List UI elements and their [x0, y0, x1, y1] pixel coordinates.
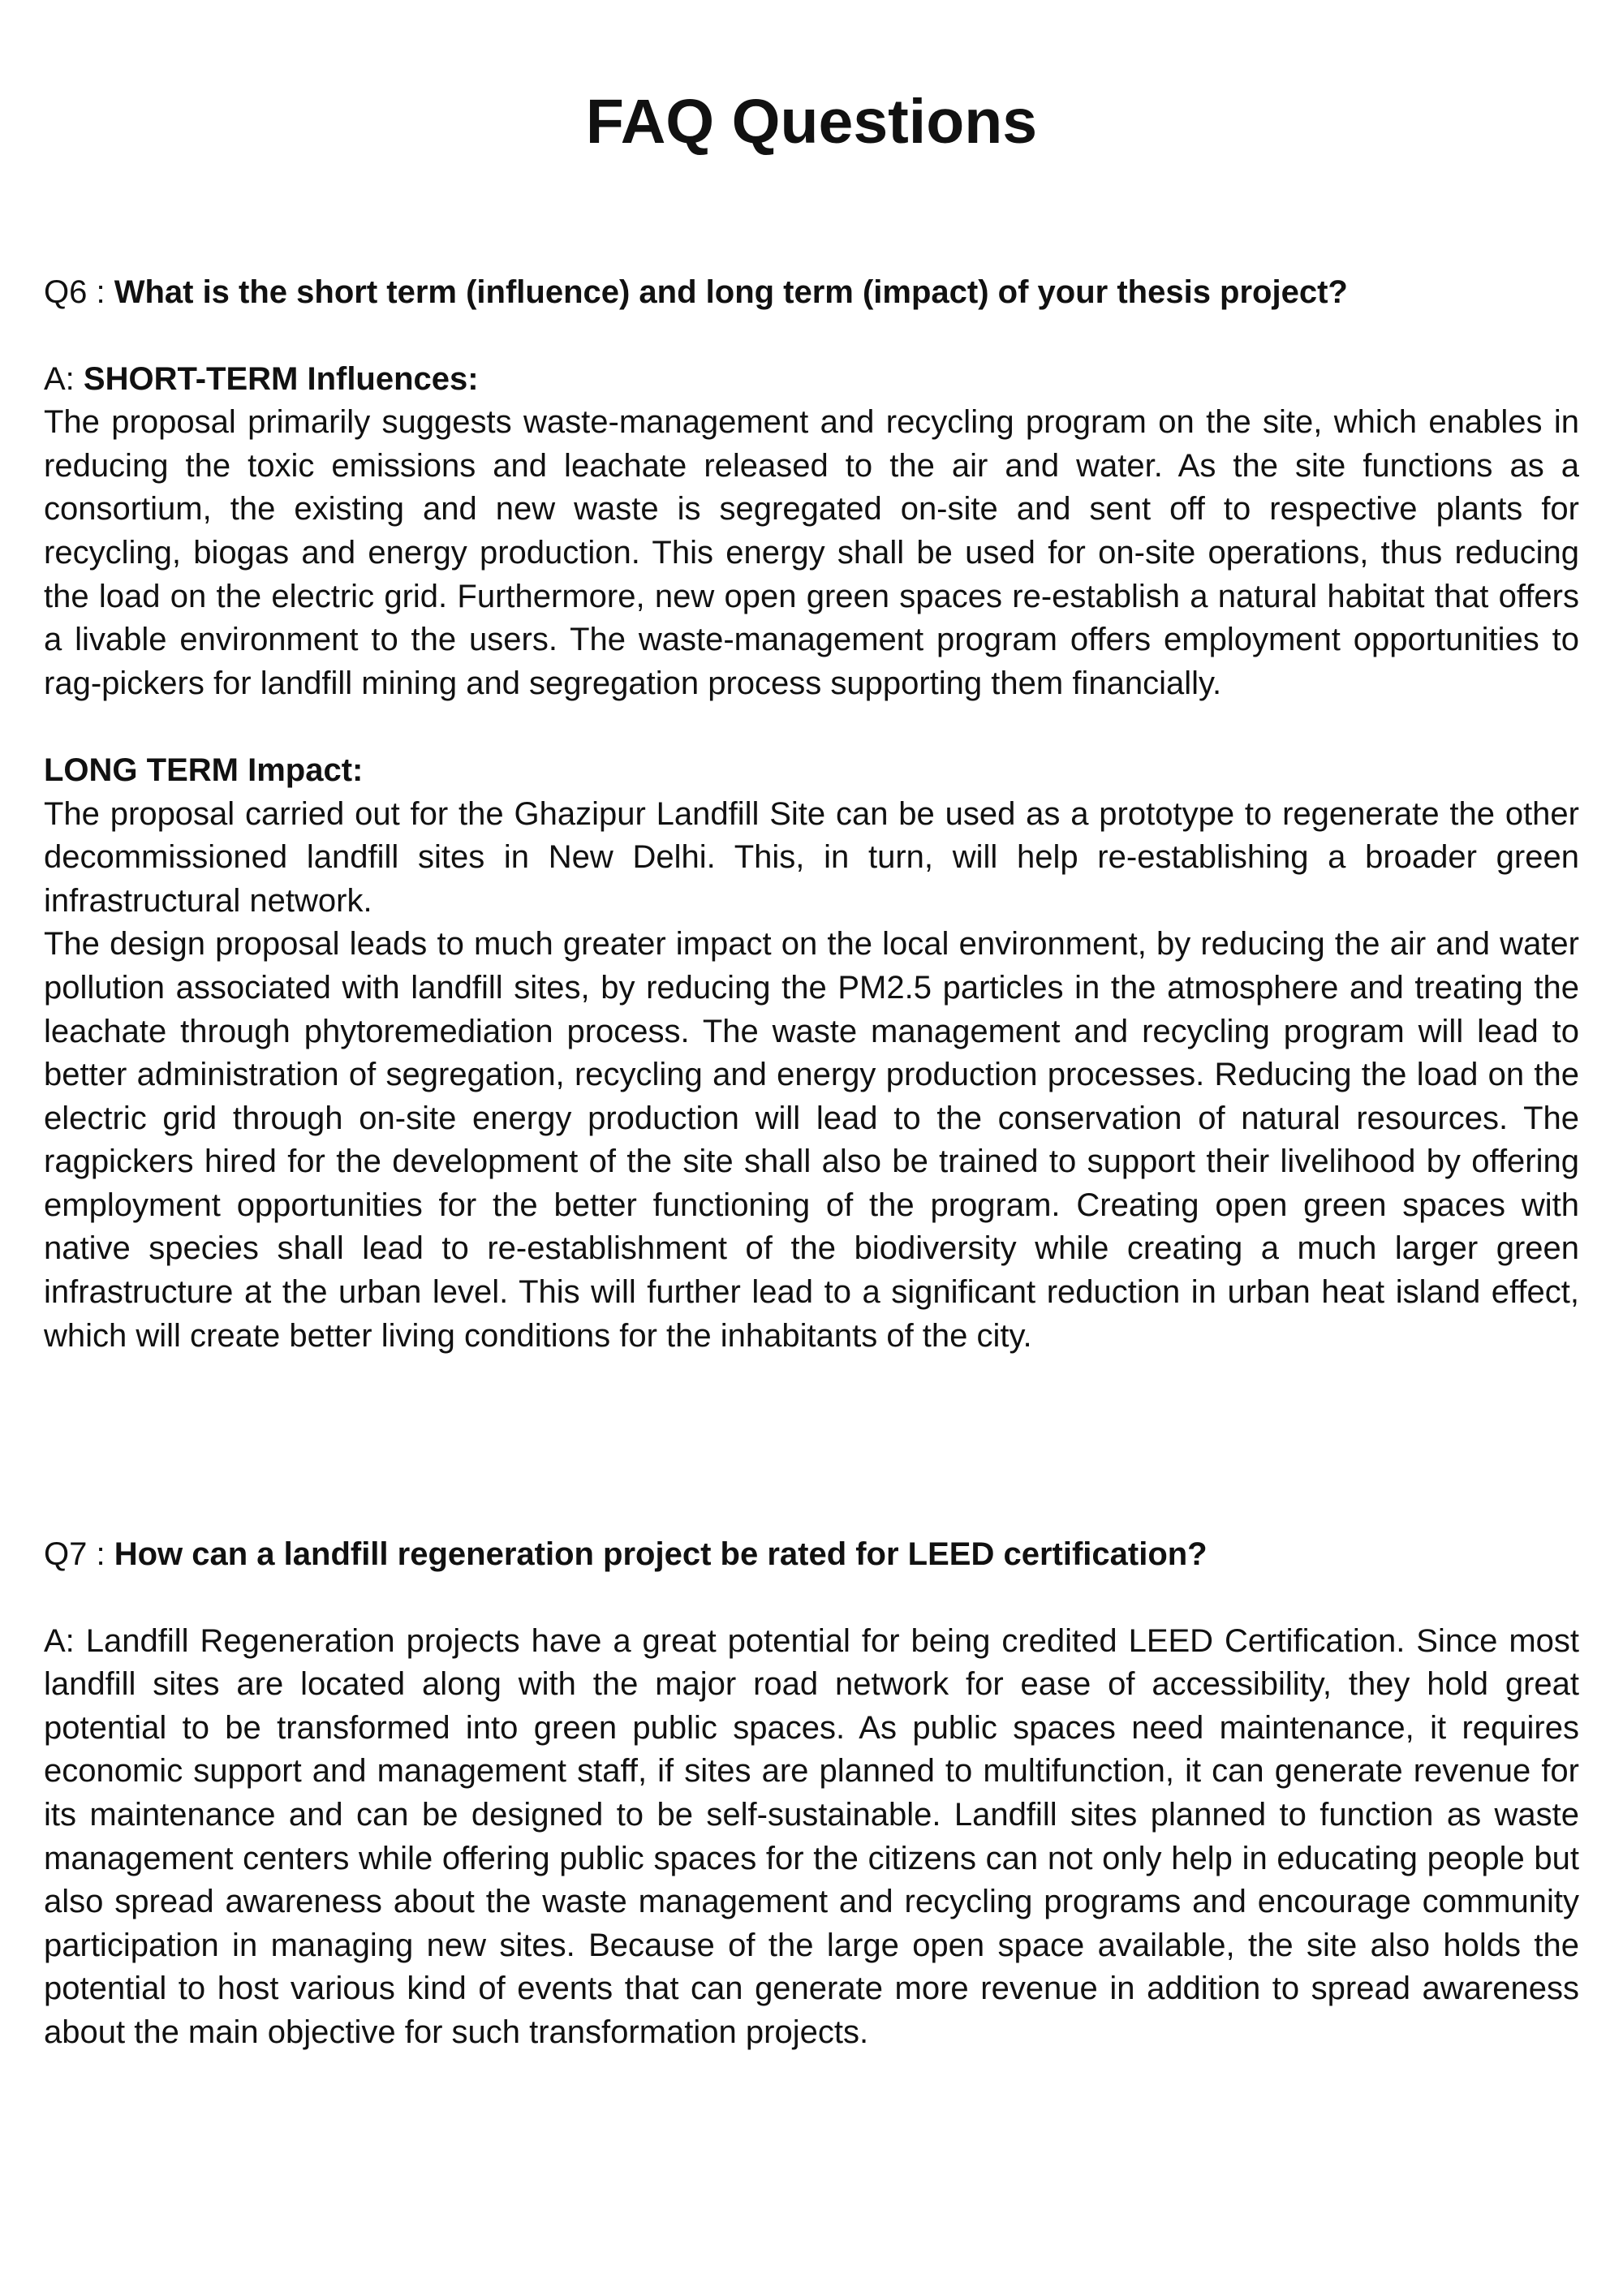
- answer-q6: [44, 358, 1579, 1359]
- short-term-heading: SHORT-TERM Influences:: [83, 360, 479, 397]
- page-title: FAQ Questions: [585, 87, 1038, 157]
- faq-item-q7: [44, 1532, 1579, 2055]
- long-term-text-2: The design proposal leads to much greater impact on the local environment, by reducing the air and water pollution associated with landfill sites, by reducing the PM2.5 particles in the atmosphere and treating the leachate through phytoremediation process. The waste management and recycling program will lead to better administration of segregation, recycling and energy production processes. Reducing the load on the electric grid through on-site energy production will lead to the conservation of natural resources. The ragpickers hired for the development of the site shall also be trained to support their livelihood by offering employment opportunities for the better functioning of the program. Creating open green spaces with native species shall lead to re-establishment of the biodiversity while creating a much larger green infrastructure at the urban level. This will further lead to a significant reduction in urban heat island effect, which will create better living conditions for the inhabitants of the city.: [44, 926, 1579, 1354]
- answer-prefix: A:: [44, 360, 84, 397]
- answer-text: A: Landfill Regeneration projects have a great potential for being credited LEED Certification. Since most landfill sites are located along with the major road network for ease of accessibility, they hold great potential to be transformed into green public spaces. As public spaces need maintenance, it requires economic support and management staff, if sites are planned to multifunction, it can generate revenue for its maintenance and can be designed to be self-sustainable. Landfill sites planned to function as waste management centers while offering public spaces for the citizens can not only help in educating people but also spread awareness about the waste management and recycling programs and encourage community participation in managing new sites. Because of the large open space available, the site also holds the potential to host various kind of events that can generate more revenue in addition to spread awareness about the main objective for such transformation projects.: [44, 1622, 1579, 2050]
- answer-q7: [44, 1620, 1579, 2055]
- question-q7: [44, 1532, 1579, 1576]
- short-term-text: The proposal primarily suggests waste-management and recycling program on the site, which enables in reducing the toxic emissions and leachate released to the air and water. As the site functions as a consortium, the existing and new waste is segregated on-site and sent off to respective plants for recycling, biogas and energy production. This energy shall be used for on-site operations, thus reducing the load on the electric grid. Furthermore, new open green spaces re-establish a natural habitat that offers a livable environment to the users. The waste-management program offers employment opportunities to rag-pickers for landfill mining and segregation process supporting them financially.: [44, 404, 1579, 701]
- answer-short-heading: [44, 358, 1579, 402]
- question-prefix: Q7 :: [44, 1536, 114, 1572]
- question-text: What is the short term (influence) and long term (impact) of your thesis project?: [114, 274, 1348, 310]
- long-term-text-1: The proposal carried out for the Ghazipur Landfill Site can be used as a prototype to regenerate the other decommissioned landfill sites in New Delhi. This, in turn, will help re-establishing a broader green infrastructural network.: [44, 795, 1579, 919]
- question-q6: [44, 270, 1579, 314]
- question-text: How can a landfill regeneration project be rated for LEED certification?: [114, 1536, 1208, 1572]
- question-prefix: Q6 :: [44, 274, 114, 310]
- long-term-heading: LONG TERM Impact:: [44, 752, 364, 788]
- faq-item-q6: [44, 270, 1579, 1358]
